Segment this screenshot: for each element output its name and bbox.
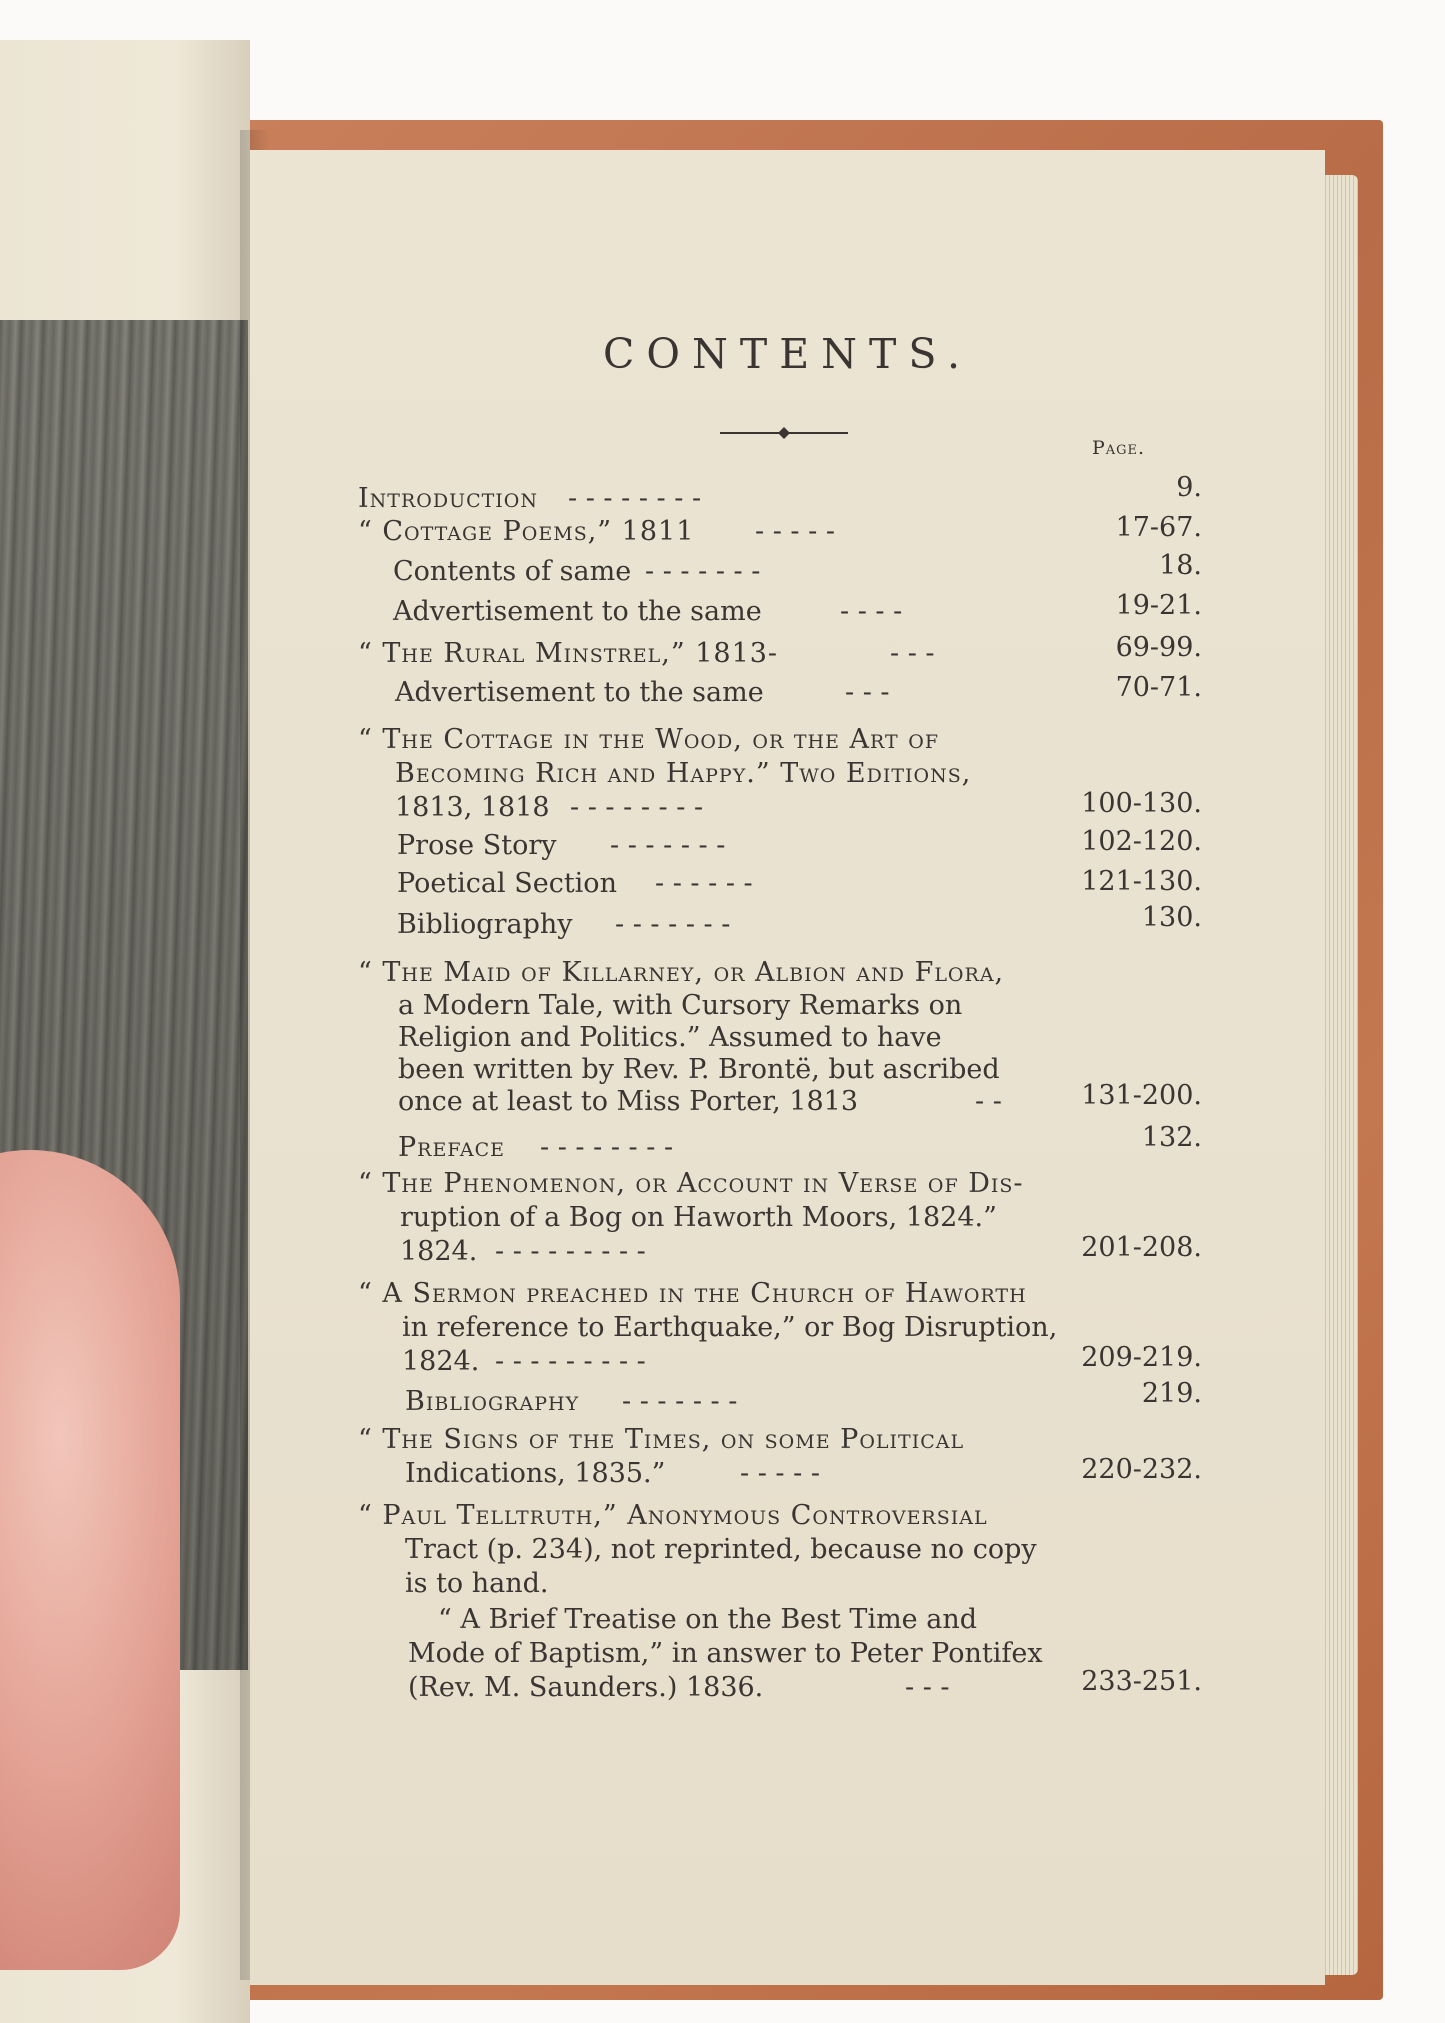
entry-title-line: Mode of Baptism,” in answer to Peter Pontifex: [408, 1638, 1043, 1669]
entry-page: 201-208.: [1081, 1232, 1202, 1263]
entry-title: Preface: [398, 1132, 506, 1163]
entry-title-line: (Rev. M. Saunders.) 1836.: [408, 1672, 764, 1703]
entry-page: 9.: [1176, 472, 1202, 503]
entry-page: 69-99.: [1115, 632, 1202, 663]
thumb: [0, 1150, 180, 1970]
entry-title: Prose Story: [397, 830, 557, 861]
entry-page: 17-67.: [1115, 512, 1202, 543]
page-column-label: Page.: [1092, 437, 1146, 459]
entry-title: Advertisement to the same: [395, 677, 764, 708]
entry-page: 121-130.: [1081, 866, 1202, 897]
page-title: CONTENTS.: [602, 330, 972, 378]
entry-title: “ Cottage Poems,” 1811: [358, 516, 695, 547]
entry-title: Advertisement to the same: [393, 596, 762, 627]
entry-leader: - - - - - - - -: [570, 792, 704, 823]
entry-page: 100-130.: [1081, 788, 1202, 819]
entry-leader: - - - - - - -: [645, 556, 761, 587]
entry-title-line: “ The Maid of Killarney, or Albion and Flora,: [358, 957, 1005, 988]
entry-leader: - - - - - - - -: [540, 1132, 674, 1163]
entry-title: Contents of same: [393, 556, 632, 587]
entry-page: 131-200.: [1081, 1080, 1202, 1111]
entry-title-line: “ A Sermon preached in the Church of Haworth: [358, 1278, 1027, 1309]
entry-title: Introduction: [358, 483, 539, 514]
entry-page: 18.: [1159, 550, 1202, 581]
entry-title: “ The Rural Minstrel,” 1813-: [358, 638, 779, 669]
entry-title-line: 1824.: [402, 1346, 480, 1377]
entry-title-line: “ Paul Telltruth,” Anonymous Controversial: [358, 1500, 988, 1531]
entry-title-line: “ The Phenomenon, or Account in Verse of Dis-: [358, 1168, 1024, 1199]
entry-title: Poetical Section: [397, 868, 617, 899]
entry-page: 130.: [1141, 902, 1202, 933]
entry-title: Bibliography: [405, 1386, 580, 1417]
entry-title-line: 1824.: [400, 1236, 478, 1267]
entry-leader: - - - - - - -: [610, 830, 726, 861]
entry-leader: - - - - - - - - -: [495, 1346, 646, 1377]
entry-page: 132.: [1141, 1122, 1202, 1153]
entry-leader: - - - - -: [755, 516, 835, 547]
entry-title-line: been written by Rev. P. Brontë, but ascribed: [398, 1054, 1000, 1085]
entry-page: 70-71.: [1115, 672, 1202, 703]
entry-leader: - - -: [905, 1672, 950, 1703]
entry-leader: - - - - - - -: [622, 1386, 738, 1417]
entry-title-line: Indications, 1835.”: [405, 1458, 666, 1489]
entry-title-line: Tract (p. 234), not reprinted, because no copy: [405, 1534, 1037, 1565]
entry-leader: - - - - - - - -: [568, 483, 702, 514]
entry-title-line: “ A Brief Treatise on the Best Time and: [438, 1604, 978, 1635]
entry-page: 102-120.: [1081, 826, 1202, 857]
entry-title-line: a Modern Tale, with Cursory Remarks on: [398, 990, 963, 1021]
entry-title-line: “ The Cottage in the Wood, or the Art of: [358, 724, 940, 755]
entry-page: 220-232.: [1081, 1454, 1202, 1485]
entry-title: Bibliography: [397, 909, 573, 940]
entry-title-line: Religion and Politics.” Assumed to have: [398, 1022, 942, 1053]
entry-leader: - - -: [890, 638, 935, 669]
entry-leader: - - - - -: [740, 1458, 820, 1489]
entry-leader: - - - - - - - - -: [495, 1236, 646, 1267]
entry-leader: - - - - - -: [655, 868, 753, 899]
entry-title-line: is to hand.: [405, 1568, 549, 1599]
entry-title-line: “ The Signs of the Times, on some Political: [358, 1424, 965, 1455]
entry-title-line: Becoming Rich and Happy.” Two Editions,: [395, 758, 972, 789]
entry-title-line: 1813, 1818: [395, 792, 550, 823]
entry-title-line: in reference to Earthquake,” or Bog Disruption,: [402, 1312, 1058, 1343]
entry-page: 219.: [1141, 1378, 1202, 1409]
entry-leader: - - - - - - -: [615, 909, 731, 940]
entry-title-line: ruption of a Bog on Haworth Moors, 1824.”: [400, 1202, 997, 1233]
entry-leader: - - - -: [840, 596, 903, 627]
entry-leader: - - -: [845, 677, 890, 708]
divider-ornament-icon: [720, 425, 848, 441]
entry-page: 209-219.: [1081, 1342, 1202, 1373]
entry-page: 19-21.: [1115, 590, 1202, 621]
entry-leader: - -: [975, 1086, 1002, 1117]
entry-page: 233-251.: [1081, 1666, 1202, 1697]
entry-title-line: once at least to Miss Porter, 1813: [398, 1086, 859, 1117]
contents-page: [250, 150, 1325, 1985]
